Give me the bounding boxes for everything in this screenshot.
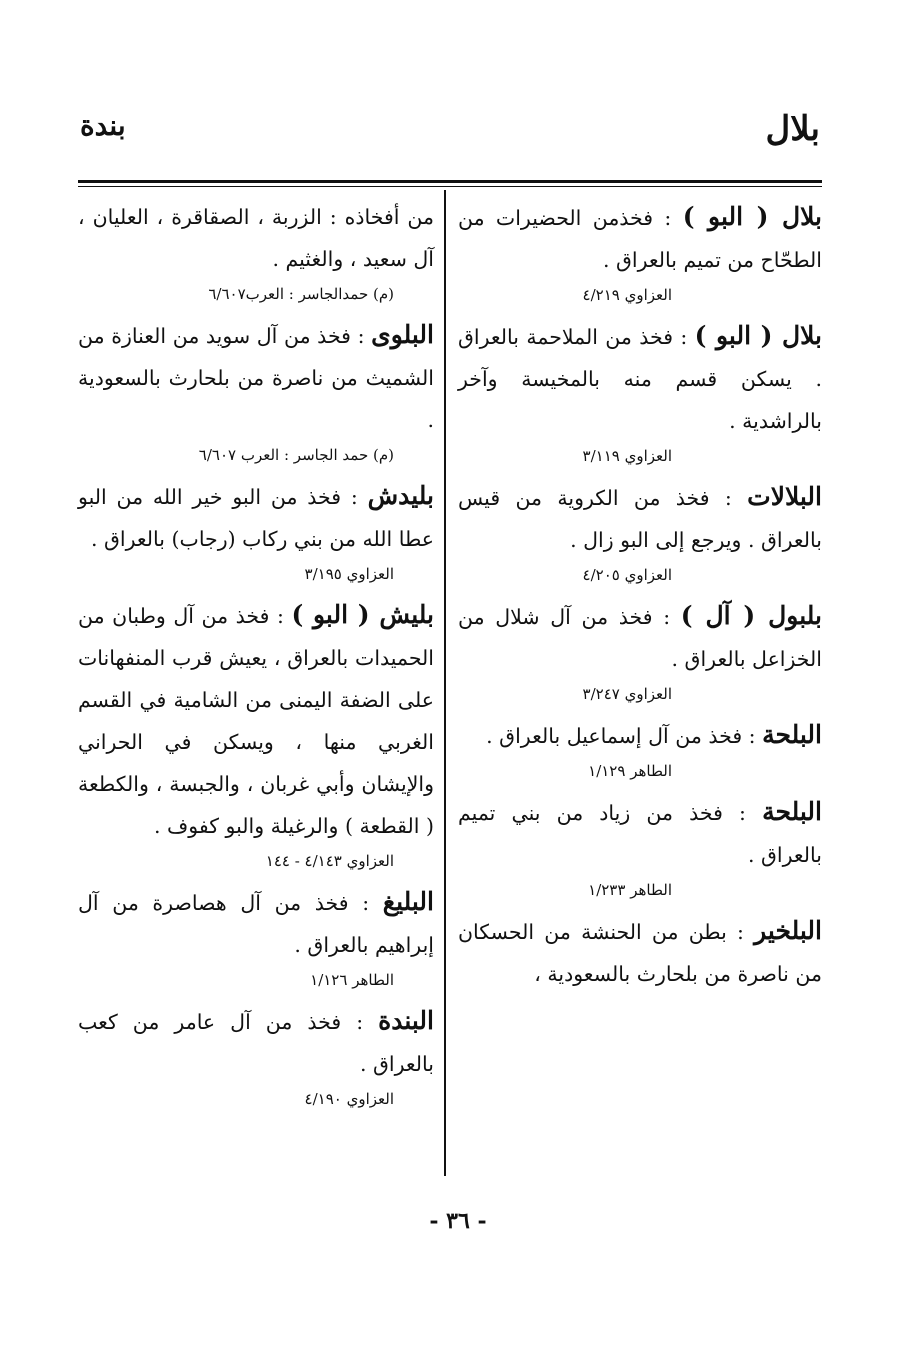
dictionary-entry [458,714,822,785]
entry-definition: : فخذ من آل سويد من العنازة من الشميث من ناصرة من بلحارث بالسعودية . [78,324,434,432]
entry-source-reference: (م) حمد الجاسر : العرب ٦/٦٠٧ [198,446,394,464]
entry-source-reference: الطاهر ١/١٢٦ [310,971,394,989]
entry-headword: بلال ( البو ) [694,321,822,350]
dictionary-entry [78,594,434,875]
entry-definition: : فخذ من آل هصاصرة من آل إبراهيم بالعراق . [78,891,434,957]
entry-definition: : فخذ من زياد من بني تميم بالعراق . [458,801,822,867]
entry-definition: : فخذ من آل إسماعيل بالعراق . [486,724,763,748]
entry-headword: البلخير [754,916,822,945]
entry-text-block [458,791,822,876]
entry-definition: : فخذ من الملاحمة بالعراق . يسكن قسم منه بالمخيسة وآخر بالراشدية . [458,325,822,433]
dictionary-entry [78,1000,434,1113]
dictionary-entry [458,910,822,995]
dictionary-entry [458,791,822,904]
entry-definition: : فخذ من البو خير الله من البو عطا الله من بني ركاب (رجاب) بالعراق . [78,485,434,551]
entry-text-block [78,594,434,847]
entry-source-reference: العزاوي ٤/٢١٩ [582,286,672,304]
header-rule-thick [78,180,822,183]
right-column [458,196,822,1001]
header-guide-word-left: بندة [80,109,126,142]
entry-source-reference: (م) حمدالجاسر : العرب٦/٦٠٧ [208,285,394,303]
entry-source-reference: العزاوي ٤/١٩٠ [304,1090,394,1108]
entry-text-block [78,881,434,966]
dictionary-entry [458,595,822,708]
entry-definition: : فخذ من الكروية من قيس بالعراق . ويرجع إلى البو زال . [458,486,822,552]
dictionary-entry [78,475,434,588]
entry-source-reference: العزاوي ٣/١٩٥ [304,565,394,583]
dictionary-entry [78,314,434,469]
entry-definition: : فخذمن الحضيرات من الطحّاح من تميم بالعراق . [458,206,822,272]
entry-text-block [458,714,822,757]
entry-source-reference: الطاهر ١/١٢٩ [588,762,672,780]
entry-definition: : فخذ من آل عامر من كعب بالعراق . [78,1010,434,1076]
entry-text-block [458,315,822,442]
entry-headword: بلال ( البو ) [682,202,822,231]
dictionary-entry [458,476,822,589]
entry-headword: البلالات [747,482,822,511]
entry-text-block [78,1000,434,1085]
entry-text-block [458,595,822,680]
entry-text-block [458,196,822,281]
entry-definition: من أفخاذه : الزربة ، الصقاقرة ، العليان ، آل سعيد ، والغثيم . [78,205,434,271]
entry-headword: البليغ [382,887,434,916]
entry-definition: : بطن من الحنشة من الحسكان من ناصرة من بلحارث بالسعودية ، [458,920,822,986]
dictionary-entry [78,196,434,308]
dictionary-entry [458,315,822,470]
entry-source-reference: العزاوي ٤/٢٠٥ [582,566,672,584]
left-column [78,196,434,1119]
page-number: - ٣٦ - [429,1208,487,1234]
entry-text-block [458,476,822,561]
header-rule-thin [78,186,822,187]
entry-headword: بلبول ( آل ) [680,601,822,630]
entry-definition: : فخذ من آل شلال من الخزاعل بالعراق . [458,605,822,671]
entry-headword: بليش ( البو ) [291,600,434,629]
entry-text-block [78,314,434,441]
entry-headword: البلوى [371,320,434,349]
entry-definition: : فخذ من آل وطبان من الحميدات بالعراق ، يعيش قرب المنفهانات على الضفة اليمنى من الشامية في القسم الغربي منها ، ويسكن في الحراني والإيشان وأبي غربان ، والجبسة ، والكطعة ( القطعة ) والرغيلة والبو كفوف . [78,604,434,838]
entry-headword: بليدش [367,481,434,510]
entry-headword: البلحة [762,720,822,749]
column-divider [444,190,446,1176]
entry-source-reference: العزاوي ٣/١١٩ [582,447,672,465]
entry-headword: البندة [378,1006,434,1035]
entry-text-block [78,475,434,560]
entry-text-block [78,196,434,280]
entry-source-reference: العزاوي ٣/٢٤٧ [582,685,672,703]
entry-text-block [458,910,822,995]
header-guide-word-right: بلال [765,109,820,149]
entry-source-reference: العزاوي ٤/١٤٣ - ١٤٤ [265,852,394,870]
dictionary-entry [458,196,822,309]
entry-headword: البلحة [762,797,822,826]
dictionary-entry [78,881,434,994]
entry-source-reference: الطاهر ١/٢٣٣ [588,881,672,899]
